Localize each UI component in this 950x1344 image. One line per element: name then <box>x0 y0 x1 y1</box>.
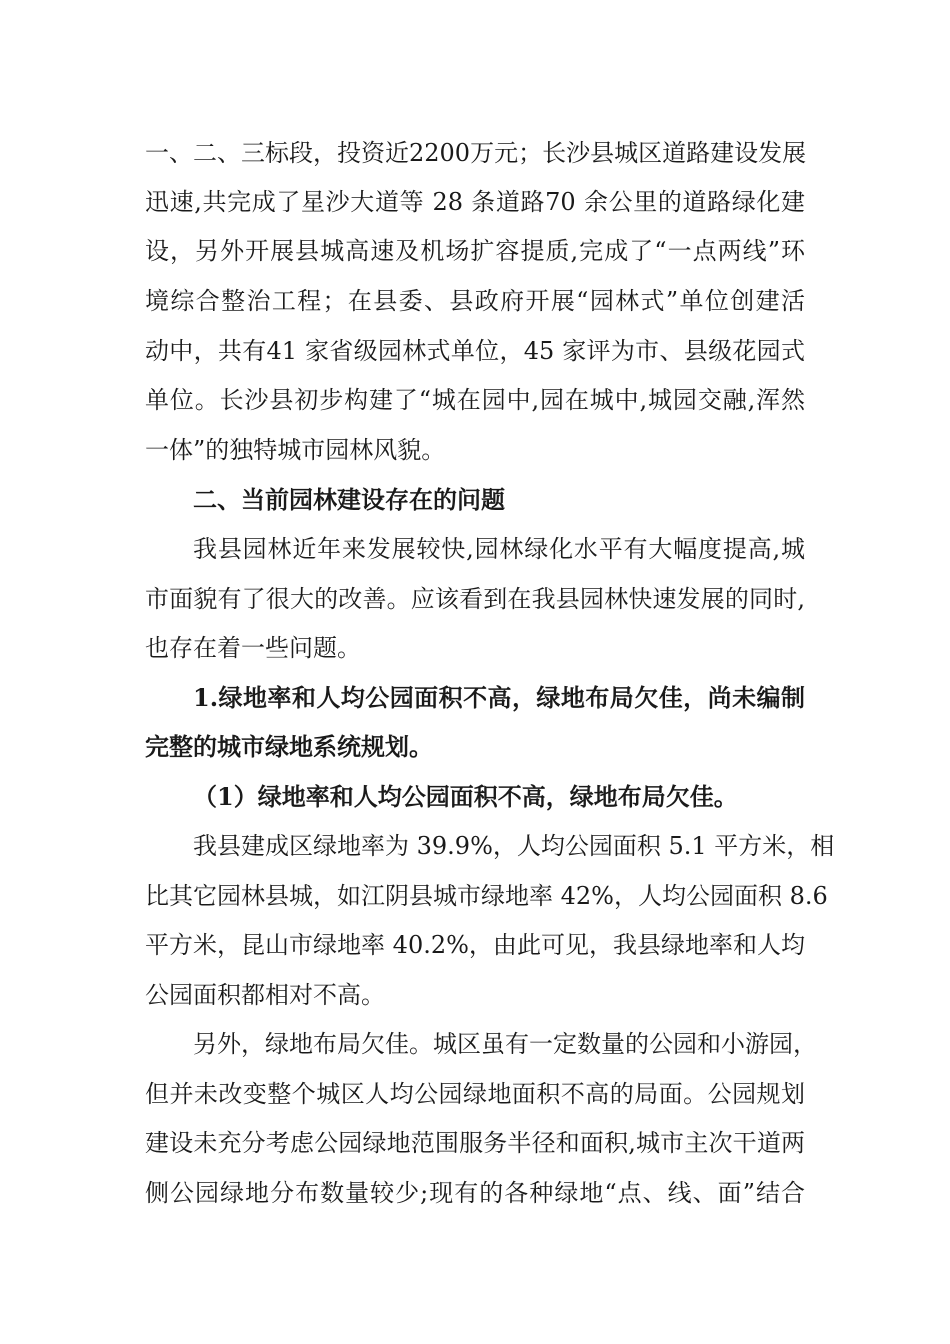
paragraph-line: 平方米，昆山市绿地率 40.2%，由此可见，我县绿地率和人均 <box>145 931 805 959</box>
paragraph-line: 单位。长沙县初步构建了“城在园中,园在城中,城园交融,浑然 <box>145 386 805 414</box>
paragraph-line: 我县园林近年来发展较快,园林绿化水平有大幅度提高,城 <box>193 535 805 563</box>
paragraph-line: 比其它园林县城，如江阴县城市绿地率 42%，人均公园面积 8.6 <box>145 882 828 910</box>
paragraph-line: 也存在着一些问题。 <box>145 634 361 662</box>
paragraph-line: 但并未改变整个城区人均公园绿地面积不高的局面。公园规划 <box>145 1080 805 1108</box>
paragraph-line: 另外，绿地布局欠佳。城区虽有一定数量的公园和小游园， <box>193 1030 817 1058</box>
subsection-heading: 完整的城市绿地系统规划。 <box>145 732 433 761</box>
paragraph-line: 迅速,共完成了星沙大道等 28 条道路70 余公里的道路绿化建 <box>145 188 805 216</box>
paragraph-line: 侧公园绿地分布数量较少;现有的各种绿地“点、线、面”结合 <box>145 1179 805 1207</box>
paragraph-line: 一体”的独特城市园林风貌。 <box>145 436 446 464</box>
section-heading: 二、当前园林建设存在的问题 <box>193 485 505 514</box>
paragraph-line: 境综合整治工程；在县委、县政府开展“园林式”单位创建活 <box>145 287 805 315</box>
item-heading: （1）绿地率和人均公园面积不高，绿地布局欠佳。 <box>193 782 738 811</box>
paragraph-line: 建设未充分考虑公园绿地范围服务半径和面积,城市主次干道两 <box>145 1129 805 1157</box>
subsection-heading: 1.绿地率和人均公园面积不高，绿地布局欠佳，尚未编制 <box>193 683 805 712</box>
paragraph-line: 设，另外开展县城高速及机场扩容提质,完成了“一点两线”环 <box>145 237 805 265</box>
paragraph-line: 市面貌有了很大的改善。应该看到在我县园林快速发展的同时, <box>145 585 805 613</box>
paragraph-line: 我县建成区绿地率为 39.9%，人均公园面积 5.1 平方米，相 <box>193 832 835 860</box>
paragraph-line: 公园面积都相对不高。 <box>145 981 385 1009</box>
paragraph-line: 动中，共有41 家省级园林式单位，45 家评为市、县级花园式 <box>145 337 805 365</box>
paragraph-line: 一、二、三标段，投资近2200万元；长沙县城区道路建设发展 <box>145 139 807 167</box>
